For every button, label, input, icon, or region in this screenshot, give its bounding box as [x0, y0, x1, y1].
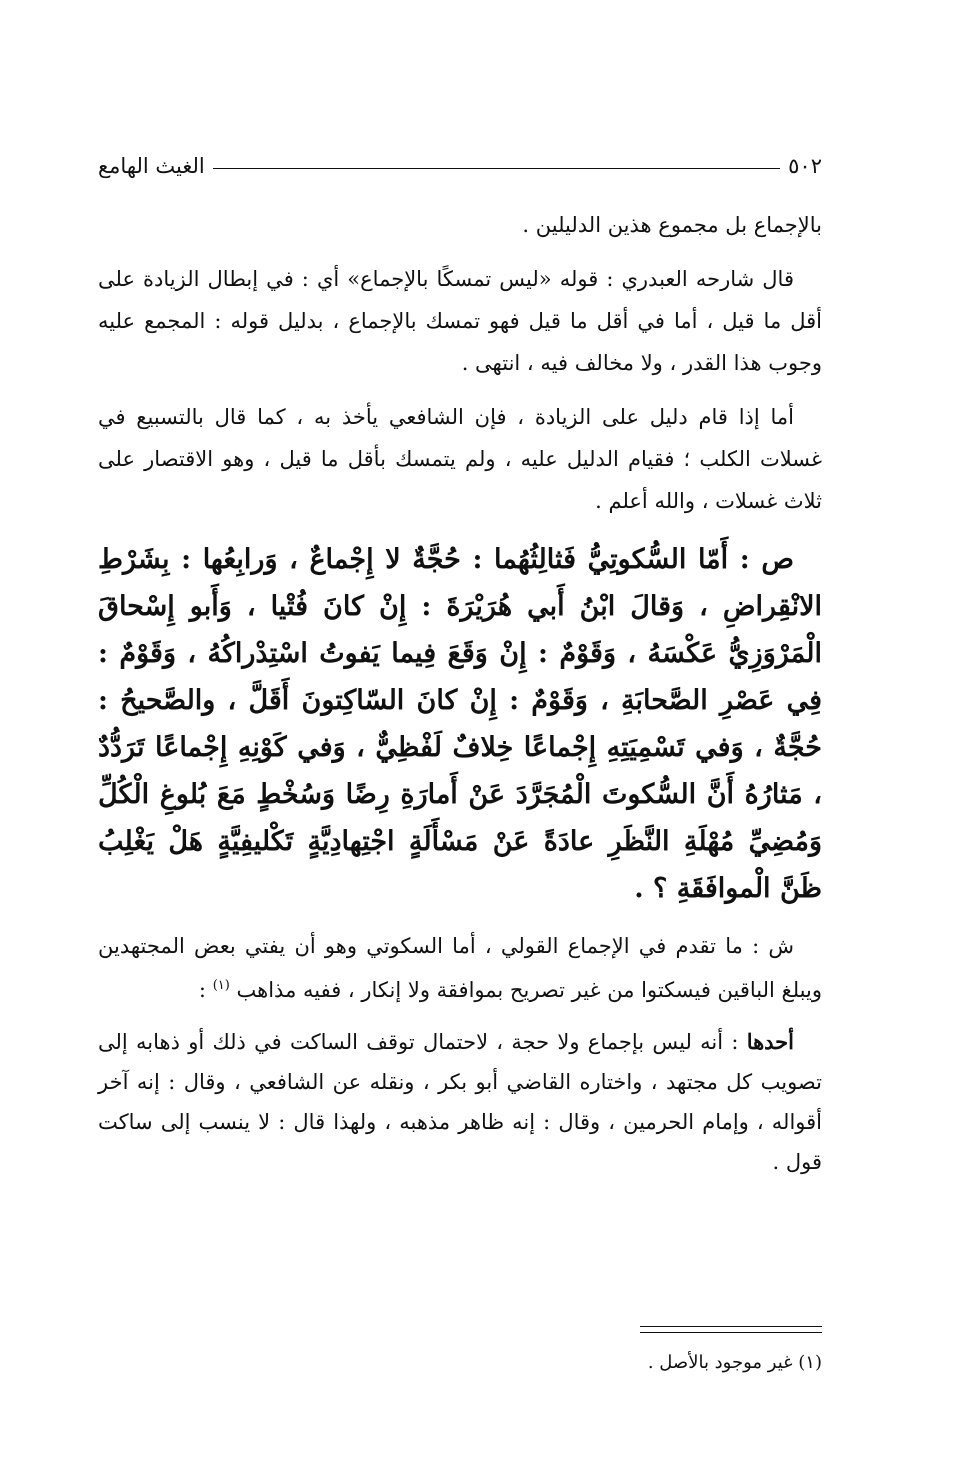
sharh-text: ش : ما تقدم في الإجماع القولي ، أما السكوتي وهو أن يفتي بعض المجتهدين ويبلغ الباقين فيسكتوا من غير تصريح بموافقة ولا إنكار ، ففيه مذاهب — [98, 934, 822, 1002]
footnote-separator — [640, 1326, 822, 1327]
running-title: الغيث الهامع — [98, 154, 205, 178]
footnote-reference: (١) — [212, 978, 230, 993]
paragraph-abdari-commentary: قال شارحه العبدري : قوله «ليس تمسكًا بالإجماع» أي : في إبطال الزيادة على أقل ما قيل ، أما في أقل ما قيل فهو تمسك بالإجماع ، بدليل قوله : المجمع عليه وجوب هذا القدر ، ولا مخالف فيه ، انتهى . — [98, 267, 822, 375]
sharh-end: : — [198, 978, 213, 1002]
sharh-paragraph — [98, 926, 822, 1010]
paragraph-continuation: بالإجماع بل مجموع هذين الدليلين . — [522, 213, 822, 237]
document-page — [98, 0, 822, 1478]
page-header — [98, 148, 822, 184]
footnote: (١) غير موجود بالأصل . — [647, 1352, 822, 1373]
footnote-separator-second — [640, 1332, 822, 1333]
page-body — [98, 204, 822, 1194]
paragraph-shafii-extra: أما إذا قام دليل على الزيادة ، فإن الشافعي يأخذ به ، كما قال بالتسبيع في غسلات الكلب ؛ فقيام الدليل عليه ، ولم يتمسك بأقل ما قيل ، وهو الاقتصار على ثلاث غسلات ، والله أعلم . — [98, 405, 822, 513]
first-view-lead: أحدها — [746, 1029, 794, 1054]
page-number: ٥٠٢ — [788, 154, 822, 178]
header-rule — [213, 168, 780, 169]
matn-text: ص : أَمّا السُّكوتِيُّ فَثالِثُهُما : حُجَّةٌ لا إِجْماعٌ ، وَرابِعُها : بِشَرْطِ الانْقِراضِ ، وَقالَ ابْنُ أَبي هُرَيْرَةَ : إِنْ كانَ فُتْيا ، وَأَبو إِسْحاقَ الْمَرْوَزِيُّ عَكْسَهُ ، وَقَوْمٌ : إِنْ وَقَعَ فِيما يَفوتُ اسْتِدْراكُهُ ، وَقَوْمٌ : فِي عَصْرِ الصَّحابَةِ ، وَقَوْمٌ : إِنْ كانَ السّاكِتونَ أَقَلَّ ، والصَّحيحُ : حُجَّةٌ ، وَفي تَسْمِيَتِهِ إِجْماعًا خِلافٌ لَفْظِيٌّ ، وَفي كَوْنِهِ إِجْماعًا تَرَدُّدٌ ، مَثارُهُ أَنَّ السُّكوتَ الْمُجَرَّدَ عَنْ أَمارَةِ رِضًا وَسُخْطٍ مَعَ بُلوغِ الْكُلِّ وَمُضِيِّ مُهْلَةِ النَّظَرِ عادَةً عَنْ مَسْأَلَةٍ اجْتِهادِيَّةٍ تَكْليفِيَّةٍ هَلْ يَغْلِبُ ظَنَّ الْموافَقَةِ ؟ . — [98, 544, 822, 904]
first-view-text: : أنه ليس بإجماع ولا حجة ، لاحتمال توقف الساكت في ذلك أو ذهابه إلى تصويب كل مجتهد ، واختاره القاضي أبو بكر ، ونقله عن الشافعي ، وقال : إنه آخر أقواله ، وإمام الحرمين ، وقال : إنه ظاهر مذهبه ، ولهذا قال : لا ينسب إلى ساكت قول . — [98, 1030, 822, 1174]
first-view-paragraph — [98, 1022, 822, 1182]
